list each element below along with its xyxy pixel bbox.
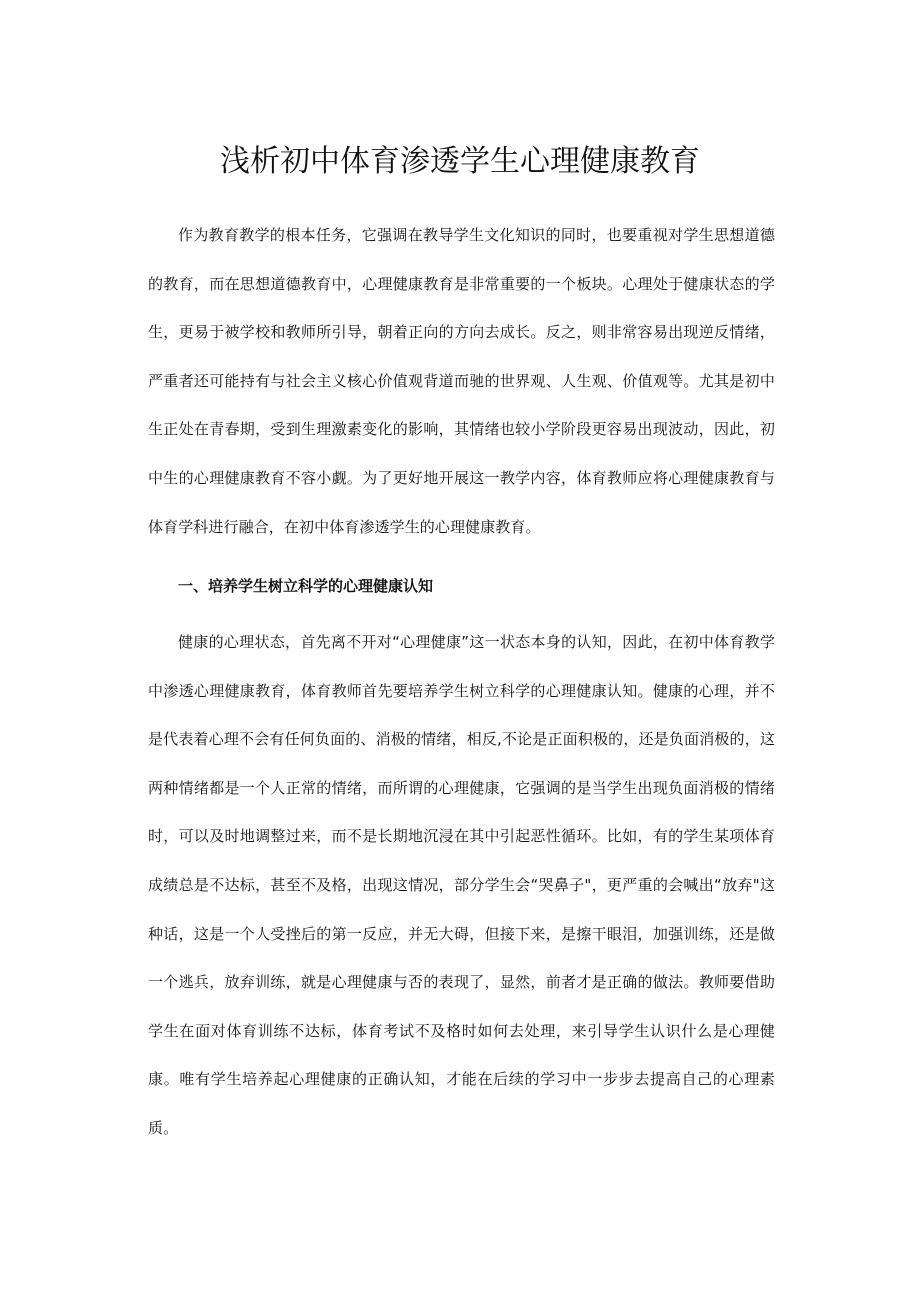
- section-1-paragraph: 健康的心理状态，首先离不开对“心理健康”这一状态本身的认知，因此，在初中体育教学中渗透心理健康教育，体育教师首先要培养学生树立科学的心理健康认知。健康的心理，并不是代表着心理不会有任何负面的、消极的情绪，相反,不论是正面积极的，还是负面消极的，这两种情绪都是一个人正常的情绪，而所谓的心理健康，它强调的是当学生出现负面消极的情绪时，可以及时地调整过来，而不是长期地沉浸在其中引起恶性循环。比如，有的学生某项体育成绩总是不达标，甚至不及格，出现这情况，部分学生会“哭鼻子"，更严重的会喊出“放弃"这种话，这是一个人受挫后的第一反应，并无大碍，但接下来，是擦干眼泪，加强训练，还是做一个逃兵，放弃训练，就是心理健康与否的表现了，显然，前者才是正确的做法。教师要借助学生在面对体育训练不达标，体育考试不及格时如何去处理，来引导学生认识什么是心理健康。唯有学生培养起心理健康的正确认知，才能在后续的学习中一步步去提高自己的心理素质。: [148, 633, 775, 1137]
- section-1-body: [148, 618, 775, 1153]
- section-1-heading: 一、培养学生树立科学的心理健康认知: [178, 577, 434, 595]
- intro-section: [148, 211, 775, 551]
- section-1-heading-block: [148, 574, 775, 598]
- intro-paragraph: 作为教育教学的根本任务，它强调在教导学生文化知识的同时，也要重视对学生思想道德的教育，而在思想道德教育中，心理健康教育是非常重要的一个板块。心理处于健康状态的学生，更易于被学校和教师所引导，朝着正向的方向去成长。反之，则非常容易出现逆反情绪，严重者还可能持有与社会主义核心价值观背道而驰的世界观、人生观、价值观等。尤其是初中生正处在青春期，受到生理激素变化的影响，其情绪也较小学阶段更容易出现波动，因此，初中生的心理健康教育不容小觑。为了更好地开展这一教学内容，体育教师应将心理健康教育与体育学科进行融合，在初中体育渗透学生的心理健康教育。: [148, 226, 775, 536]
- document-title: 浅析初中体育渗透学生心理健康教育: [220, 144, 700, 179]
